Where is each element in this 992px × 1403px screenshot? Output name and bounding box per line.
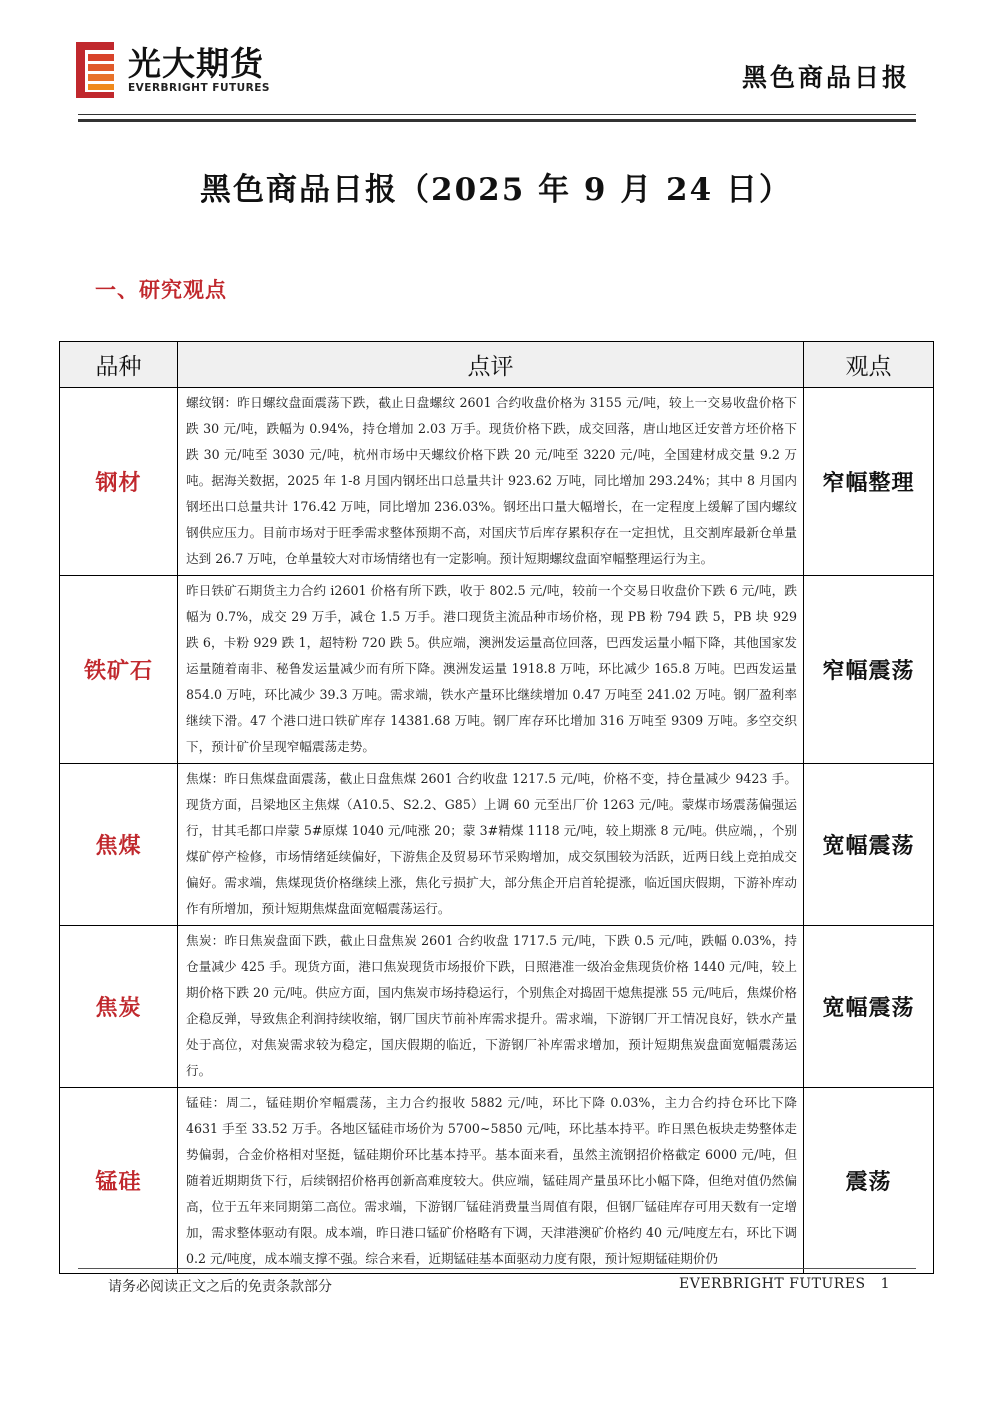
logo-english-name: EVERBRIGHT FUTURES (128, 82, 270, 94)
header-comment: 点评 (178, 342, 804, 388)
variety-comment: 焦煤：昨日焦煤盘面震荡，截止日盘焦煤 2601 合约收盘 1217.5 元/吨，价格不变，持仓量减少 9423 手。现货方面，吕梁地区主焦煤（A10.5、S2.2、G85）上调 60 元至出厂价 1263 元/吨。蒙煤市场震荡偏强运行，甘其毛都口岸蒙 5#原煤 1040 元/吨涨 20；蒙 3#精煤 1118 元/吨，较上期涨 8 元/吨。供应端，，个别煤矿停产检修，市场情绪延续偏好，下游焦企及贸易环节采购增加，成交氛围较为活跃，近两日线上竞拍成交偏好。需求端，焦煤现货价格继续上涨，焦化亏损扩大，部分焦企开启首轮提涨，临近国庆假期，下游补库动作有所增加，预计短期焦煤盘面宽幅震荡运行。 (178, 764, 804, 926)
variety-name: 焦炭 (60, 926, 178, 1088)
variety-view: 窄幅震荡 (804, 576, 934, 764)
variety-name: 铁矿石 (60, 576, 178, 764)
table-row (60, 764, 934, 926)
table-row (60, 576, 934, 764)
variety-comment: 锰硅：周二，锰硅期价窄幅震荡，主力合约报收 5882 元/吨，环比下降 0.03%，主力合约持仓环比下降 4631 手至 33.52 万手。各地区锰硅市场价为 5700~5850 元/吨，环比基本持平。昨日黑色板块走势整体走势偏弱，合金价格相对坚挺，锰硅期价环比基本持平。基本面来看，虽然主流钢招价格截定 6000 元/吨，但随着近期期货下行，后续钢招价格再创新高难度较大。供应端，锰硅周产量虽环比小幅下降，但绝对值仍然偏高，位于五年来同期第二高位。需求端，下游钢厂锰硅消费量当周值有限，但钢厂锰硅库存可用天数有一定增加，需求整体驱动有限。成本端，昨日港口锰矿价格略有下调，天津港澳矿价格约 40 元/吨度左右，环比下调 0.2 元/吨度，成本端支撑不强。综合来看，近期锰硅基本面驱动力度有限，预计短期锰硅期价仍 (186, 1095, 797, 1266)
variety-name: 钢材 (60, 388, 178, 576)
table-row (60, 926, 934, 1088)
footer-disclaimer: 请务必阅读正文之后的免责条款部分 (108, 1279, 332, 1295)
logo-chinese-name: 光大期货 (128, 44, 264, 83)
research-view-table (59, 341, 934, 1274)
variety-view: 宽幅震荡 (804, 764, 934, 926)
variety-comment-cell (178, 1088, 804, 1274)
footer-brand (679, 1276, 890, 1292)
variety-comment: 螺纹钢：昨日螺纹盘面震荡下跌，截止日盘螺纹 2601 合约收盘价格为 3155 元/吨，较上一交易收盘价格下跌 30 元/吨，跌幅为 0.94%，持仓增加 2.03 万手。现货价格下跌，成交回落，唐山地区迁安普方坯价格下跌 30 元/吨至 3030 元/吨，杭州市场中天螺纹价格下跌 20 元/吨至 3220 元/吨，全国建材成交量 9.2 万吨。据海关数据，2025 年 1-8 月国内钢坯出口总量共计 923.62 万吨，同比增加 293.24%；其中 8 月国内钢坯出口总量共计 176.42 万吨，同比增加 236.03%。钢坯出口量大幅增长，在一定程度上缓解了国内螺纹钢供应压力。目前市场对于旺季需求整体预期不高，对国庆节后库存累积存在一定担忧，且交割库最新仓单量达到 26.7 万吨，仓单量较大对市场情绪也有一定影响。预计短期螺纹盘面窄幅整理运行为主。 (178, 388, 804, 576)
variety-view: 宽幅震荡 (804, 926, 934, 1088)
footer-brand-name: EVERBRIGHT FUTURES (679, 1276, 866, 1292)
variety-name: 焦煤 (60, 764, 178, 926)
table-row (60, 388, 934, 576)
report-name-header: 黑色商品日报 (741, 63, 910, 92)
header-divider-thin (78, 114, 916, 115)
header-view: 观点 (804, 342, 934, 388)
table-row (60, 1088, 934, 1274)
header-variety: 品种 (60, 342, 178, 388)
variety-comment: 焦炭：昨日焦炭盘面下跌，截止日盘焦炭 2601 合约收盘 1717.5 元/吨，下跌 0.5 元/吨，跌幅 0.03%，持仓量减少 425 手。现货方面，港口焦炭现货市场报价下跌，日照港准一级冶金焦现货价格 1440 元/吨，较上期价格下跌 20 元/吨。供应方面，国内焦炭市场持稳运行，个别焦企对捣固干熄焦提涨 55 元/吨后，焦煤价格企稳反弹，导致焦企利润持续收缩，钢厂国庆节前补库需求提升。需求端，下游钢厂开工情况良好，铁水产量处于高位，对焦炭需求较为稳定，国庆假期的临近，下游钢厂补库需求增加，预计短期焦炭盘面宽幅震荡运行。 (178, 926, 804, 1088)
table-header-row (60, 342, 934, 388)
footer-divider (78, 1268, 916, 1269)
page-title: 黑色商品日报（2025 年 9 月 24 日） (200, 172, 792, 208)
page-number: 1 (880, 1276, 891, 1292)
section-title: 一、研究观点 (95, 277, 227, 302)
company-logo (76, 42, 286, 102)
variety-view: 震荡 (804, 1088, 934, 1274)
header-divider-thick (78, 119, 916, 122)
everbright-logo-icon (76, 42, 114, 98)
variety-comment: 昨日铁矿石期货主力合约 i2601 价格有所下跌，收于 802.5 元/吨，较前一个交易日收盘价下跌 6 元/吨，跌幅为 0.7%，成交 29 万手，减仓 1.5 万手。港口现货主流品种市场价格，现 PB 粉 794 跌 5，PB 块 929 跌 6，卡粉 929 跌 1，超特粉 720 跌 5。供应端，澳洲发运量高位回落，巴西发运量小幅下降，其他国家发运量随着南非、秘鲁发运量减少而有所下降。澳洲发运量 1918.8 万吨，环比减少 165.8 万吨。巴西发运量 854.0 万吨，环比减少 39.3 万吨。需求端，铁水产量环比继续增加 0.47 万吨至 241.02 万吨。钢厂盈利率继续下滑。47 个港口进口铁矿库存 14381.68 万吨。钢厂库存环比增加 316 万吨至 9309 万吨。多空交织下，预计矿价呈现窄幅震荡走势。 (178, 576, 804, 764)
variety-name: 锰硅 (60, 1088, 178, 1274)
variety-view: 窄幅整理 (804, 388, 934, 576)
